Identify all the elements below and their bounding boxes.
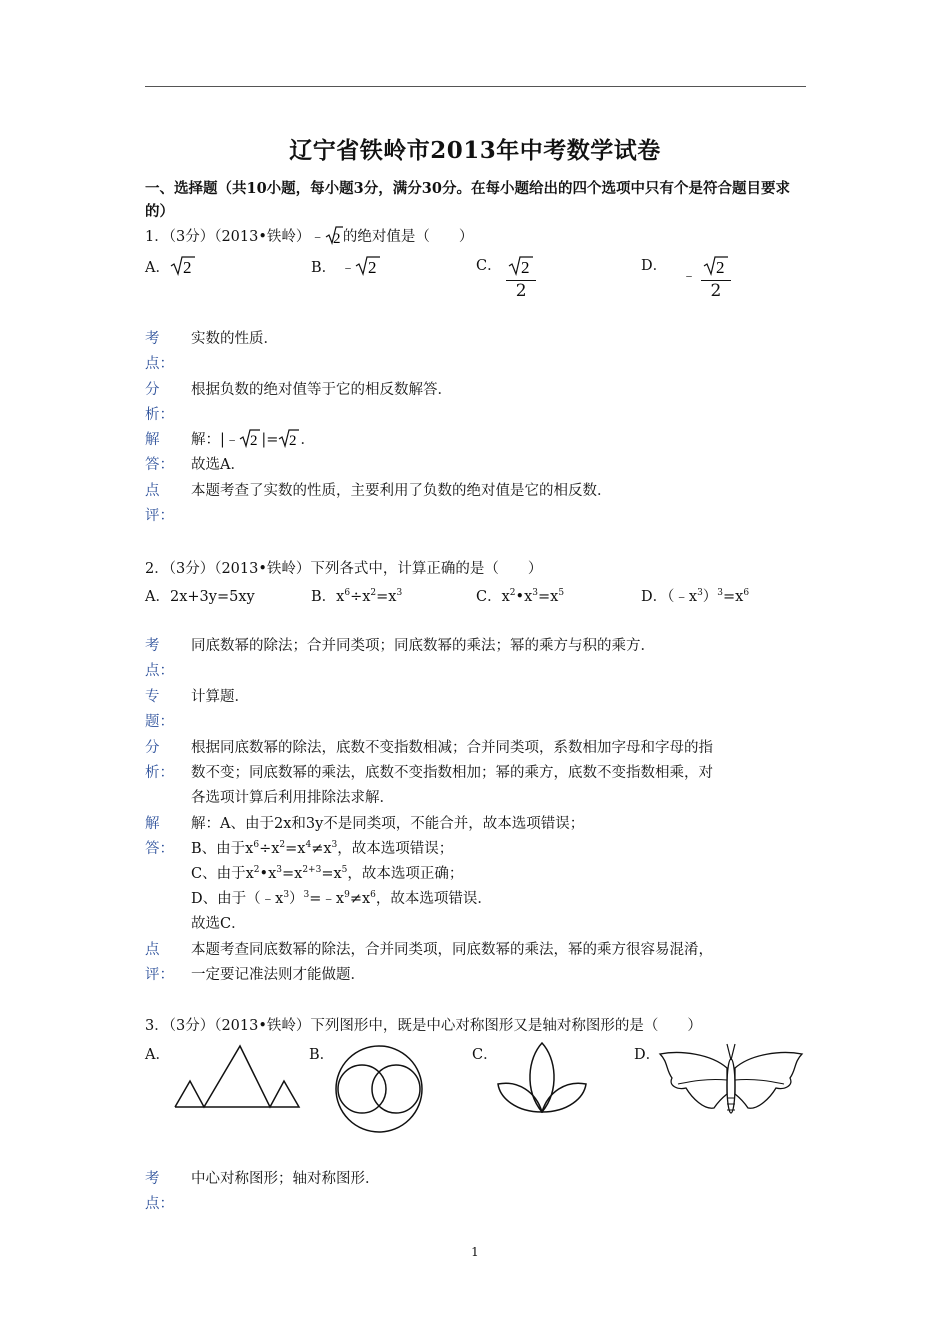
q2-option-a: A．2x+3y=5xy <box>145 589 255 605</box>
q1-fenxi: 根据负数的绝对值等于它的相反数解答． <box>191 382 452 398</box>
q3-figure-c-lotus <box>494 1040 590 1116</box>
sqrt-two <box>325 225 343 249</box>
q2-option-c: C．$x^2•x^3=x^5$ <box>476 588 565 605</box>
q3-figure-b-circles <box>333 1043 425 1135</box>
q3-stem: 3．（3分）（2013•铁岭）下列图形中，既是中心对称图形又是轴对称图形的是（ ） <box>145 1018 702 1034</box>
q1-dianping: 本题考查了实数的性质，主要利用了负数的绝对值是它的相反数． <box>191 483 612 499</box>
q3-option-c-label: C． <box>472 1047 498 1063</box>
q2-fenxi: 根据同底数幂的除法，底数不变指数相减；合并同类项，系数相加字母和字母的指 数不变；同底数幂的乘法，底数不变指数相加；幂的乘方，底数不变指数相乘，对 各选项计算后利用排除法求解． <box>191 740 713 806</box>
q2-option-d: D．$(﹣x^3)^3=x^6$ <box>641 588 750 605</box>
q2-dianping-label: 点 评： <box>145 942 174 983</box>
svg-text:2: 2 <box>368 258 377 276</box>
q2-option-b: B．$x^6\div x^2=x^3$ <box>311 588 403 605</box>
svg-text:2: 2 <box>289 433 297 448</box>
q3-figure-d-butterfly <box>656 1038 806 1118</box>
q2-jieda: 解：A、由于2x和3y不是同类项，不能合并，故本选项错误； B、由于$x^6\div x^2=x^4\ne x^3$，故本选项错误； C、由于$x^2•x^3=x^{2+3}=x^5$，故本选项正确； D、由于$(﹣x^3)^3=﹣x^9\ne x^6$，故本选项错误． 故选C． <box>191 816 585 932</box>
sqrt-two <box>355 254 381 280</box>
q1-kaodian-label: 考 点： <box>145 331 174 372</box>
q2-kaodian-label: 考 点： <box>145 638 174 679</box>
q2-jieda-label: 解 答： <box>145 816 174 857</box>
q1-jieda: 解：|﹣ 2 |= 2 ． 故选A． <box>191 432 315 473</box>
q1-option-c: C． $\frac{2}{2}$ <box>476 254 536 301</box>
q2-dianping: 本题考查同底数幂的除法，合并同类项，同底数幂的乘法，幂的乘方很容易混淆， 一定要记准法则才能做题． <box>191 942 713 983</box>
q3-kaodian: 中心对称图形；轴对称图形． <box>191 1171 380 1187</box>
sqrt-two <box>170 254 196 280</box>
q1-jieda-label: 解 答： <box>145 432 174 473</box>
q1-stem: 1．（3分）（2013•铁岭）﹣ 2 的绝对值是（ ） <box>145 225 473 249</box>
q3-option-a-label: A． <box>145 1047 170 1063</box>
q1-fenxi-label: 分 析： <box>145 382 174 423</box>
q1-option-b: B． ﹣ 2 <box>311 254 381 280</box>
q1-kaodian: 实数的性质． <box>191 331 278 347</box>
q3-option-b-label: B． <box>309 1047 335 1063</box>
q2-stem: 2．（3分）（2013•铁岭）下列各式中，计算正确的是（ ） <box>145 561 543 577</box>
fraction: $\frac{2}{2}$ <box>506 254 536 301</box>
svg-text:2: 2 <box>182 258 192 276</box>
svg-text:2: 2 <box>250 433 258 448</box>
q3-kaodian-label: 考 点： <box>145 1171 174 1212</box>
q1-dianping-label: 点 评： <box>145 483 174 524</box>
q3-figure-a-mountains <box>172 1043 302 1111</box>
fraction: $\frac{2}{2}$ <box>701 254 731 301</box>
q2-zhuanti: 计算题． <box>191 689 249 705</box>
q2-kaodian: 同底数幂的除法；合并同类项；同底数幂的乘法；幂的乘方与积的乘方． <box>191 638 655 654</box>
svg-text:2: 2 <box>332 231 341 245</box>
q1-option-d: D． ﹣ $\frac{2}{2}$ <box>641 254 731 301</box>
svg-text:2: 2 <box>715 258 725 276</box>
q2-fenxi-label: 分 析： <box>145 740 174 781</box>
page-number: 1 <box>471 1245 479 1259</box>
q2-zhuanti-label: 专 题： <box>145 689 174 730</box>
svg-text:2: 2 <box>521 258 530 276</box>
page-title: 辽宁省铁岭市2013年中考数学试卷 <box>289 137 661 164</box>
header-rule <box>145 86 806 87</box>
q3-option-d-label: D． <box>634 1047 661 1063</box>
section-heading: 一、选择题（共10小题，每小题3分，满分30分。在每小题给出的四个选项中只有个是符合题目要求的） <box>145 180 790 220</box>
q1-option-a: A． 2 <box>145 254 196 280</box>
